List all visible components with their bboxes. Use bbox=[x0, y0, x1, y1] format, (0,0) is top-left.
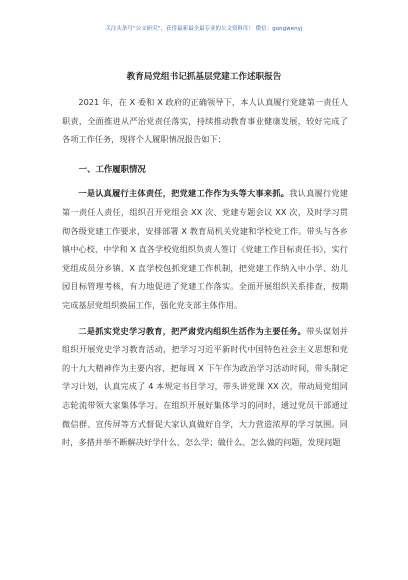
paragraph-two bbox=[62, 322, 348, 452]
spacer bbox=[62, 149, 348, 156]
paragraph-two-body: 带头谋划并组织开展党史学习教育活动，把学习习近平新时代中国特色社会主义思想和党的十九大精神作为主要内容，把每周 X 下午作为政治学习活动时间，带头制定学习计划，认真完成了 4 本规定书目学习，带头讲党课 XX 次，带动局党组同志轮流带领大家集体学习。在组织开展好集体学习的同时，通过党员干部通过微信群、宣传屏等方式督促大家认真做好自学，大力营造浓厚的学习氛围。同时，多措并举不断解决好学什么、怎么学；做什么、怎么做的问题，发现问题 bbox=[62, 325, 348, 448]
intro-paragraph: 2021 年，在 X 委和 X 政府的正确领导下，本人认真履行党建第一责任人职责，全面推进从严治党责任落实，持续推动教育事业健康发展，较好完成了各项工作任务，现将个人履职情况报告如下： bbox=[62, 97, 348, 145]
paragraph-one-lead: 一是认真履行主体责任，把党建工作作为头等大事来抓。 bbox=[78, 188, 290, 199]
section-heading: 一、工作履职情况 bbox=[78, 163, 146, 174]
spacer bbox=[62, 315, 348, 322]
promo-banner: 关注头条号“公文研究”，获得最新最全最专业的公文资料库！ 微信：gongwenyj bbox=[105, 26, 303, 32]
document-title: 教育局党组书记抓基层党建工作述职报告 bbox=[126, 72, 282, 82]
paragraph-two-lead: 二是抓实党史学习教育，把严肃党内组织生活作为主要任务。 bbox=[78, 325, 307, 336]
paragraph-one bbox=[62, 184, 348, 314]
document-body bbox=[62, 93, 348, 452]
paragraph-one-body: 我认真履行党建第一责任人责任，组织召开党组会 XX 次、党建专题会议 XX 次，及时学习贯彻各级党建工作要求，安排部署 X 教育局机关党建和学校党工作。带头与各乡镇中心校、中学和 X 直各学校党组织负责人签订《党建工作目标责任书》，实行党组成员分乡镇、X 直学校包抓党建工作机制，把党建工作纳入中小学、幼儿园目标管理考核，有力地促进了党建工作落实。全面开展组织关系排查，按期完成基层党组织换届工作，强化党支部主体作用。 bbox=[62, 188, 348, 310]
